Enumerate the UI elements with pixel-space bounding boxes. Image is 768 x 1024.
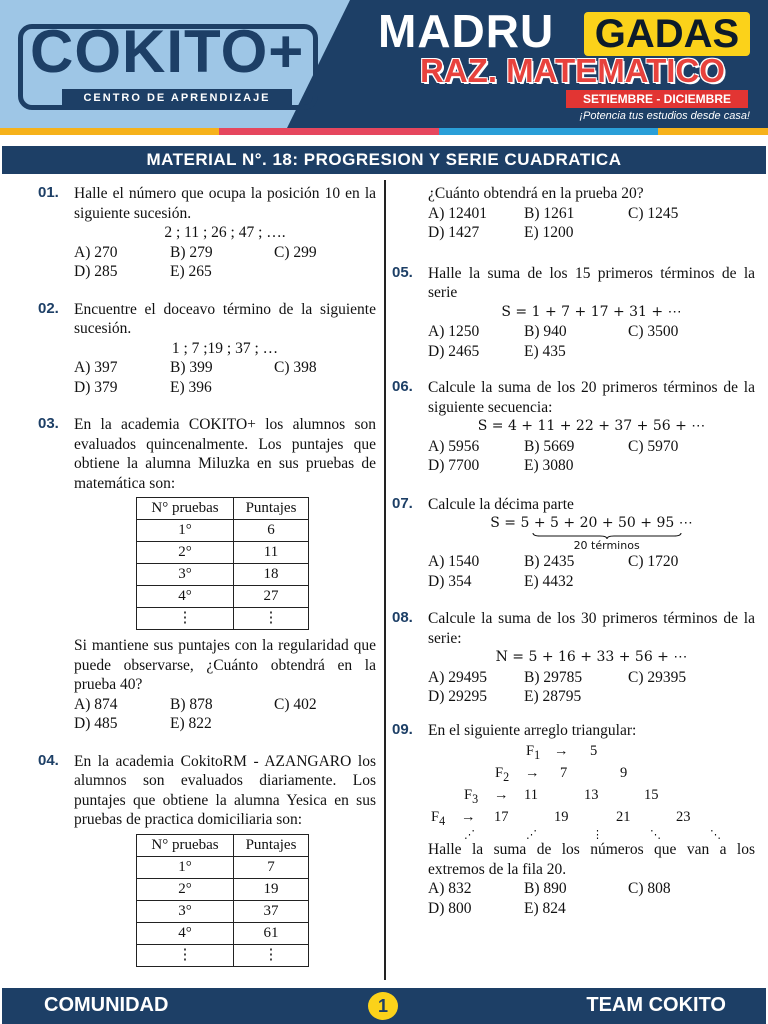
stripe [439,128,549,135]
option: B) 279 [170,243,213,261]
logo-subtitle: CENTRO DE APRENDIZAJE [62,89,292,107]
table-cell: 6 [234,520,309,542]
ellipsis-icon: ⋮ [592,829,603,841]
row-letter: F [464,787,473,803]
question-06 [392,378,755,476]
option: B) 5669 [524,437,575,455]
array-value: 5 [590,743,598,759]
brace-label: 20 términos [573,539,640,552]
series-formula: S = 1 + 7 + 17 + 31 + ⋯ [501,303,682,320]
question-text: Si mantiene sus puntajes con la regularidad que puede observarse, ¿Cuánto obtendrá en la prueba 40? [74,637,376,693]
table-header: N° pruebas [137,834,234,856]
option: D) 1427 [428,224,480,241]
question-02 [38,300,376,398]
left-column [38,184,376,973]
table-row [137,944,309,966]
question-04 [38,752,376,967]
formula-lhs: S = [490,515,521,531]
question-text: ¿Cuánto obtendrá en la prueba 20? [428,185,644,202]
header-banner [0,0,768,128]
option: E) 822 [170,715,212,732]
logo-text: COKITO+ [30,18,305,85]
option: A) 832 [428,880,472,897]
table-cell: 37 [234,900,309,922]
triangular-array [428,740,755,840]
row-label-f3 [464,786,478,809]
table-cell: 3° [137,900,234,922]
table-row [137,900,309,922]
page-number: 1 [368,992,398,1020]
array-value: 7 [560,765,568,781]
question-number: 09. [392,720,413,738]
table-row [137,586,309,608]
table-row [137,922,309,944]
question-05 [392,264,755,362]
table-cell: 18 [234,564,309,586]
option: C) 5970 [628,437,679,455]
option: C) 299 [274,243,317,261]
array-value: 19 [554,809,569,825]
table-row [137,564,309,586]
question-text: En la academia CokitoRM - AZANGARO los alumnos son evaluados diariamente. Los puntajes que obtiene la alumna Yesica en sus pruebas de practica domiciliaria son: [74,752,376,828]
option: D) 354 [428,572,472,590]
question-text: Encuentre el doceavo término de la siguiente sucesión. [74,300,376,337]
option: B) 878 [170,695,213,713]
option: D) 379 [74,378,118,396]
question-text: Halle la suma de los 15 primeros términos de la serie [428,264,755,301]
option: B) 890 [524,880,567,897]
question-08 [392,609,755,707]
option: C) 398 [274,359,317,376]
table-row [137,878,309,900]
question-text: Halle la suma de los números que van a los extremos de la fila 20. [428,841,755,878]
table-row [137,542,309,564]
table-cell: 61 [234,922,309,944]
table-header: Puntajes [234,834,309,856]
option: D) 485 [74,715,118,732]
question-text: En el siguiente arreglo triangular: [428,721,637,739]
series-formula: N = 5 + 16 + 33 + 56 + ⋯ [495,649,688,665]
arrow-icon: → [554,743,569,759]
question-text: Calcule la suma de los 30 primeros términos de la serie: [428,610,755,647]
period-badge: SETIEMBRE - DICIEMBRE [566,90,748,108]
array-value: 21 [616,809,631,825]
option: B) 29785 [524,668,583,686]
question-number: 08. [392,609,413,626]
array-value: 15 [644,787,659,803]
arrow-icon: → [461,809,476,825]
scores-table [136,497,309,630]
footer-right-label: TEAM COKITO [586,994,726,1016]
option: E) 3080 [524,457,574,474]
table-cell: ⋮ [234,944,309,966]
row-index: 1 [534,747,541,762]
question-number: 05. [392,263,413,281]
option: A) 874 [74,695,118,713]
stripe [658,128,768,135]
question-number: 03. [38,415,59,432]
option: C) 1720 [628,553,679,570]
option: C) 3500 [628,323,679,340]
option: A) 1540 [428,553,480,570]
array-value: 23 [676,809,691,825]
series-formula [428,514,755,552]
table-row [137,608,309,630]
question-01 [38,184,376,282]
table-cell: 7 [234,856,309,878]
option: C) 29395 [628,668,687,686]
option: B) 940 [524,323,567,340]
option: E) 265 [170,263,212,280]
option: D) 7700 [428,457,480,474]
row-letter: F [495,765,504,781]
row-letter: F [526,743,535,759]
option: E) 28795 [524,688,582,705]
table-header-row [137,834,309,856]
ellipsis-icon: ⋱ [650,829,661,841]
program-title-part2: GADAS [584,12,750,56]
row-index: 3 [472,791,479,806]
question-text: Calcule la suma de los 20 primeros términos de la siguiente secuencia: [428,379,755,416]
option: A) 397 [74,359,118,376]
stripe [110,128,220,135]
table-cell: ⋮ [137,944,234,966]
array-value: 17 [494,809,509,825]
question-04-continued [392,184,755,243]
table-cell: ⋮ [234,608,309,630]
table-header: Puntajes [234,498,309,520]
option: E) 435 [524,342,566,360]
ellipsis-icon: ⋰ [464,829,475,841]
question-07 [392,495,755,592]
option: B) 399 [170,359,213,376]
stripe [329,128,439,135]
row-label-f1 [526,742,540,765]
option: D) 285 [74,263,118,280]
question-number: 01. [38,184,59,201]
question-number: 04. [38,751,59,769]
question-number: 02. [38,299,59,317]
answer-options [428,204,755,243]
program-title-part1: MADRU [378,5,555,57]
answer-options [428,437,755,476]
row-label-f2 [495,764,509,787]
option: A) 12401 [428,204,487,222]
table-cell: 4° [137,586,234,608]
row-index: 4 [439,813,446,828]
subject-title: RAZ. MATEMATICO [420,52,725,89]
stripe [549,128,659,135]
column-divider [384,180,386,980]
option: A) 29495 [428,668,487,686]
question-text: En la academia COKITO+ los alumnos son evaluados quincenalmente. Los puntajes que obtiene la alumna Miluzka en sus pruebas de matemática son: [74,416,376,492]
answer-options [74,358,376,397]
scores-table [136,834,309,967]
array-value: 13 [584,787,599,803]
answer-options [428,668,755,707]
answer-options [428,322,755,361]
arrow-icon: → [525,765,540,781]
table-cell: 4° [137,922,234,944]
row-index: 2 [503,769,510,784]
footer [2,988,766,1024]
option: B) 2435 [524,553,575,570]
table-cell: 11 [234,542,309,564]
table-cell: 3° [137,564,234,586]
arrow-icon: → [494,787,509,803]
option: A) 5956 [428,437,480,455]
option: A) 1250 [428,323,480,340]
option: A) 270 [74,243,118,261]
color-stripes [0,128,768,135]
sequence: 2 ; 11 ; 26 ; 47 ; …. [164,224,286,241]
option: C) 808 [628,880,671,897]
stripe [0,128,110,135]
array-value: 9 [620,765,628,781]
question-text: Halle el número que ocupa la posición 10 en la siguiente sucesión. [74,185,376,222]
sequence: 1 ; 7 ;19 ; 37 ; … [171,339,279,357]
answer-options [428,879,755,918]
answer-options [74,243,376,282]
answer-options [428,552,755,591]
option: E) 824 [524,899,566,917]
table-cell: 27 [234,586,309,608]
option: E) 1200 [524,224,574,241]
footer-left-label: COMUNIDAD [44,994,169,1016]
row-letter: F [431,809,440,825]
underbraced-terms [521,514,693,552]
option: D) 2465 [428,342,480,360]
stripe [219,128,329,135]
option: E) 4432 [524,572,574,590]
table-cell: ⋮ [137,608,234,630]
question-number: 06. [392,378,413,395]
table-cell: 1° [137,856,234,878]
array-value: 11 [524,787,538,803]
table-cell: 19 [234,878,309,900]
answer-options [74,695,376,734]
option: B) 1261 [524,204,575,222]
material-title: MATERIAL N°. 18: PROGRESION Y SERIE CUADRATICA [2,146,766,174]
series-formula: S = 4 + 11 + 22 + 37 + 56 + ⋯ [477,418,706,434]
option: C) 1245 [628,204,679,222]
table-cell: 1° [137,520,234,542]
question-text: Calcule la décima parte [428,495,574,513]
table-cell: 2° [137,542,234,564]
option: D) 800 [428,899,472,917]
question-03 [38,415,376,734]
question-number: 07. [392,494,413,512]
option: D) 29295 [428,688,487,705]
slogan: ¡Potencia tus estudios desde casa! [579,110,750,122]
table-row [137,520,309,542]
question-09 [392,721,755,919]
option: C) 402 [274,695,317,713]
option: E) 396 [170,378,212,396]
table-header: N° pruebas [137,498,234,520]
table-cell: 2° [137,878,234,900]
ellipsis-icon: ⋱ [710,829,721,841]
row-label-f4 [431,808,445,831]
table-header-row [137,498,309,520]
ellipsis-icon: ⋰ [526,829,537,841]
formula-terms: 5 + 5 + 20 + 50 + 95 ⋯ [520,515,693,531]
table-row [137,856,309,878]
right-column [392,184,755,918]
